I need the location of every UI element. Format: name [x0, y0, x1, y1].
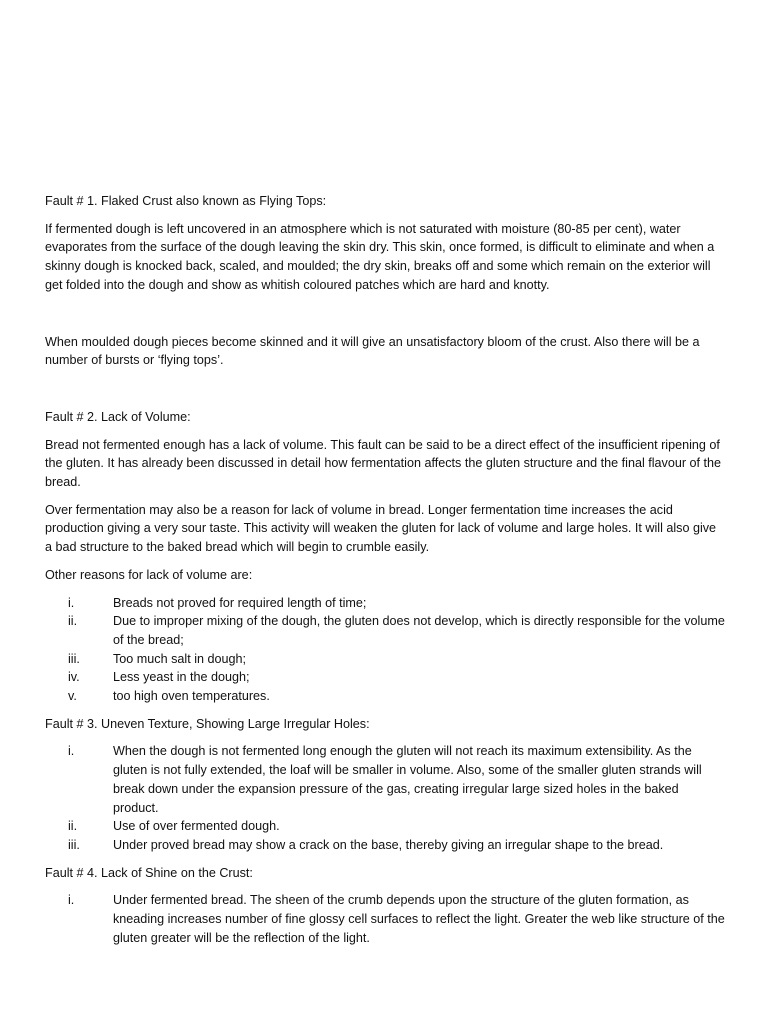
list-number: i. [68, 744, 75, 759]
list-item-text: Under fermented bread. The sheen of the crumb depends upon the structure of the gluten formation, as kneading increases number of fine glossy cell surfaces to reflect the light. Greater the web like structure of the gluten greater will be the reflection of the light. [113, 893, 725, 945]
list-item [45, 836, 725, 855]
list-item-text: When the dough is not fermented long enough the gluten will not reach its maximum extensibility. As the gluten is not fully extended, the loaf will be smaller in volume. Also, some of the smaller gluten strands will break down under the expansion pressure of the gas, creating irregular large sized holes in the baked product. [113, 744, 702, 815]
list-item [45, 687, 725, 706]
fault-4-heading: Fault # 4. Lack of Shine on the Crust: [45, 865, 253, 880]
list-item [45, 668, 725, 687]
list-item-text: Less yeast in the dough; [113, 670, 250, 685]
list-number: iii. [68, 837, 80, 852]
list-number: iv. [68, 670, 80, 685]
list-item-text: Breads not proved for required length of time; [113, 595, 367, 610]
list-item [45, 594, 725, 613]
list-item-text: too high oven temperatures. [113, 689, 270, 704]
fault-1-paragraph-2: When moulded dough pieces become skinned and it will give an unsatisfactory bloom of the crust. Also there will be a number of bursts or ‘flying tops’. [45, 334, 700, 368]
list-item [45, 742, 725, 817]
list-item-text: Use of over fermented dough. [113, 819, 280, 834]
list-number: i. [68, 595, 75, 610]
fault-1-heading: Fault # 1. Flaked Crust also known as Flying Tops: [45, 194, 327, 208]
document-page [45, 192, 725, 957]
fault-2-paragraph-3: Other reasons for lack of volume are: [45, 567, 253, 582]
fault-4-list [45, 891, 725, 947]
list-number: ii. [68, 614, 78, 629]
fault-2-paragraph-2: Over fermentation may also be a reason for lack of volume in bread. Longer fermentation time increases the acid production giving a very sour taste. This activity will weaken the gluten for lack of volume and large holes. It will also give a bad structure to the baked bread which will begin to crumble easily. [45, 502, 717, 555]
list-item [45, 612, 725, 649]
list-item-text: Too much salt in dough; [113, 651, 247, 666]
list-number: ii. [68, 819, 78, 834]
list-item-text: Under proved bread may show a crack on the base, thereby giving an irregular shape to the bread. [113, 837, 664, 852]
fault-2-paragraph-1: Bread not fermented enough has a lack of volume. This fault can be said to be a direct effect of the insufficient ripening of the gluten. It has already been discussed in detail how fermentation affects the gluten structure and the final flavour of the bread. [45, 437, 722, 490]
list-number: iii. [68, 651, 80, 666]
fault-2-heading: Fault # 2. Lack of Volume: [45, 409, 191, 424]
list-item [45, 650, 725, 669]
list-number: i. [68, 893, 75, 908]
list-item-text: Due to improper mixing of the dough, the gluten does not develop, which is directly responsible for the volume of the bread; [113, 614, 725, 647]
list-item [45, 891, 725, 947]
list-number: v. [68, 689, 77, 704]
fault-3-list [45, 742, 725, 854]
fault-2-reasons-list [45, 594, 725, 706]
list-item [45, 817, 725, 836]
fault-3-heading: Fault # 3. Uneven Texture, Showing Large Irregular Holes: [45, 716, 370, 731]
fault-1-paragraph-1: If fermented dough is left uncovered in an atmosphere which is not saturated with moisture (80-85 per cent), water evaporates from the surface of the dough leaving the skin dry. This skin, once formed, is difficult to eliminate and when a skinny dough is knocked back, scaled, and moulded; the dry skin, breaks off and some which remain on the exterior will get folded into the dough and show as whitish coloured patches which are hard and knotty. [45, 221, 715, 292]
